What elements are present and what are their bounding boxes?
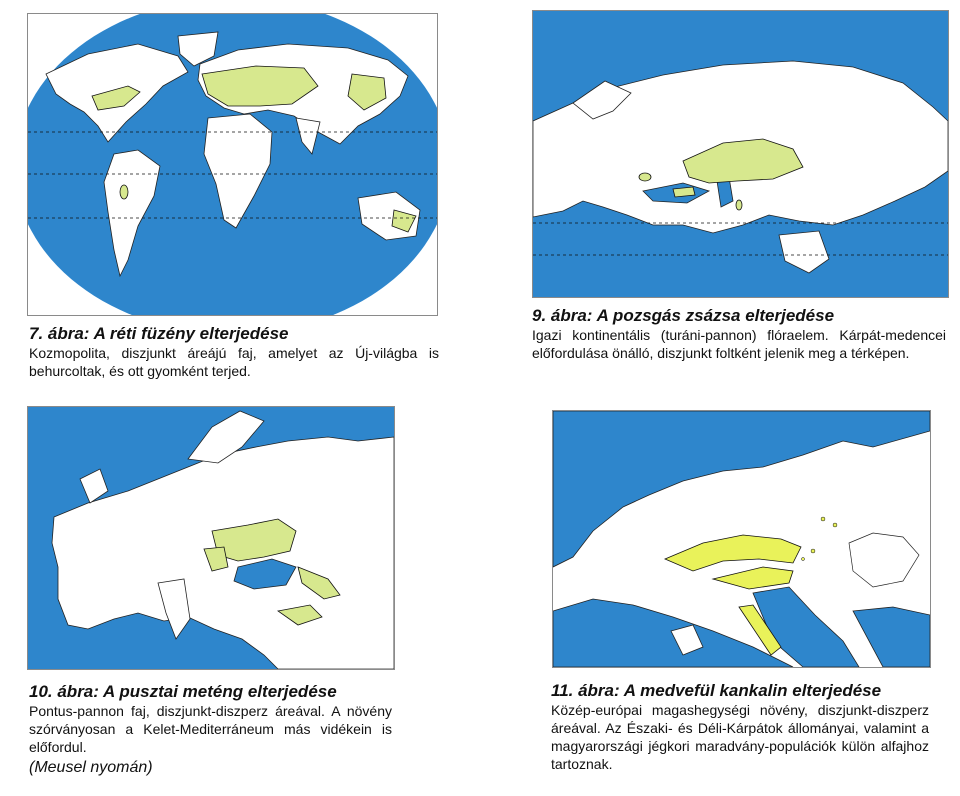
range-area-caspian (736, 200, 742, 210)
figure-description: Közép-európai magashegységi növény, diszjunkt-diszperz áreával. Az Északi- és Déli-Kárpátok állományai, valamint a magyarországi jégkori maradvány-populációk külön alfajhoz tartoznak. (551, 702, 929, 772)
figure-10-caption (29, 681, 392, 778)
range-area-south-america (120, 185, 128, 199)
range-dot (833, 523, 837, 527)
figure-title: 10. ábra: A pusztai meténg elterjedése (29, 682, 337, 701)
figure-description: Kozmopolita, diszjunkt áreájú faj, amelyet az Új-világba is behurcoltak, és ott gyomként terjed. (29, 345, 439, 379)
range-dot (811, 549, 815, 553)
figure-7-caption (29, 323, 439, 380)
figure-11-caption (551, 680, 929, 773)
figure-9-caption (532, 305, 946, 362)
range-area-carpathian-basin (639, 173, 651, 181)
central-europe-map (552, 410, 931, 668)
figure-title: 11. ábra: A medvefül kankalin elterjedése (551, 681, 882, 700)
range-dot (821, 517, 825, 521)
range-area-pontic (673, 187, 695, 197)
europe-map (27, 406, 395, 670)
figure-title: 9. ábra: A pozsgás zsázsa elterjedése (532, 306, 835, 325)
range-dot (802, 558, 805, 561)
figure-source: (Meusel nyomán) (29, 759, 153, 776)
figure-description: Pontus-pannon faj, diszjunkt-diszperz áreával. A növény szórványosan a Kelet-Mediterráneum más vidékein is előfordul. (29, 703, 392, 755)
eurasia-map (532, 10, 949, 298)
world-map (27, 13, 438, 316)
figure-description: Igazi kontinentális (turáni-pannon) flóraelem. Kárpát-medencei előfordulása önálló, diszjunkt foltként jelenik meg a térképen. (532, 327, 946, 361)
figure-title: 7. ábra: A réti füzény elterjedése (29, 324, 289, 343)
